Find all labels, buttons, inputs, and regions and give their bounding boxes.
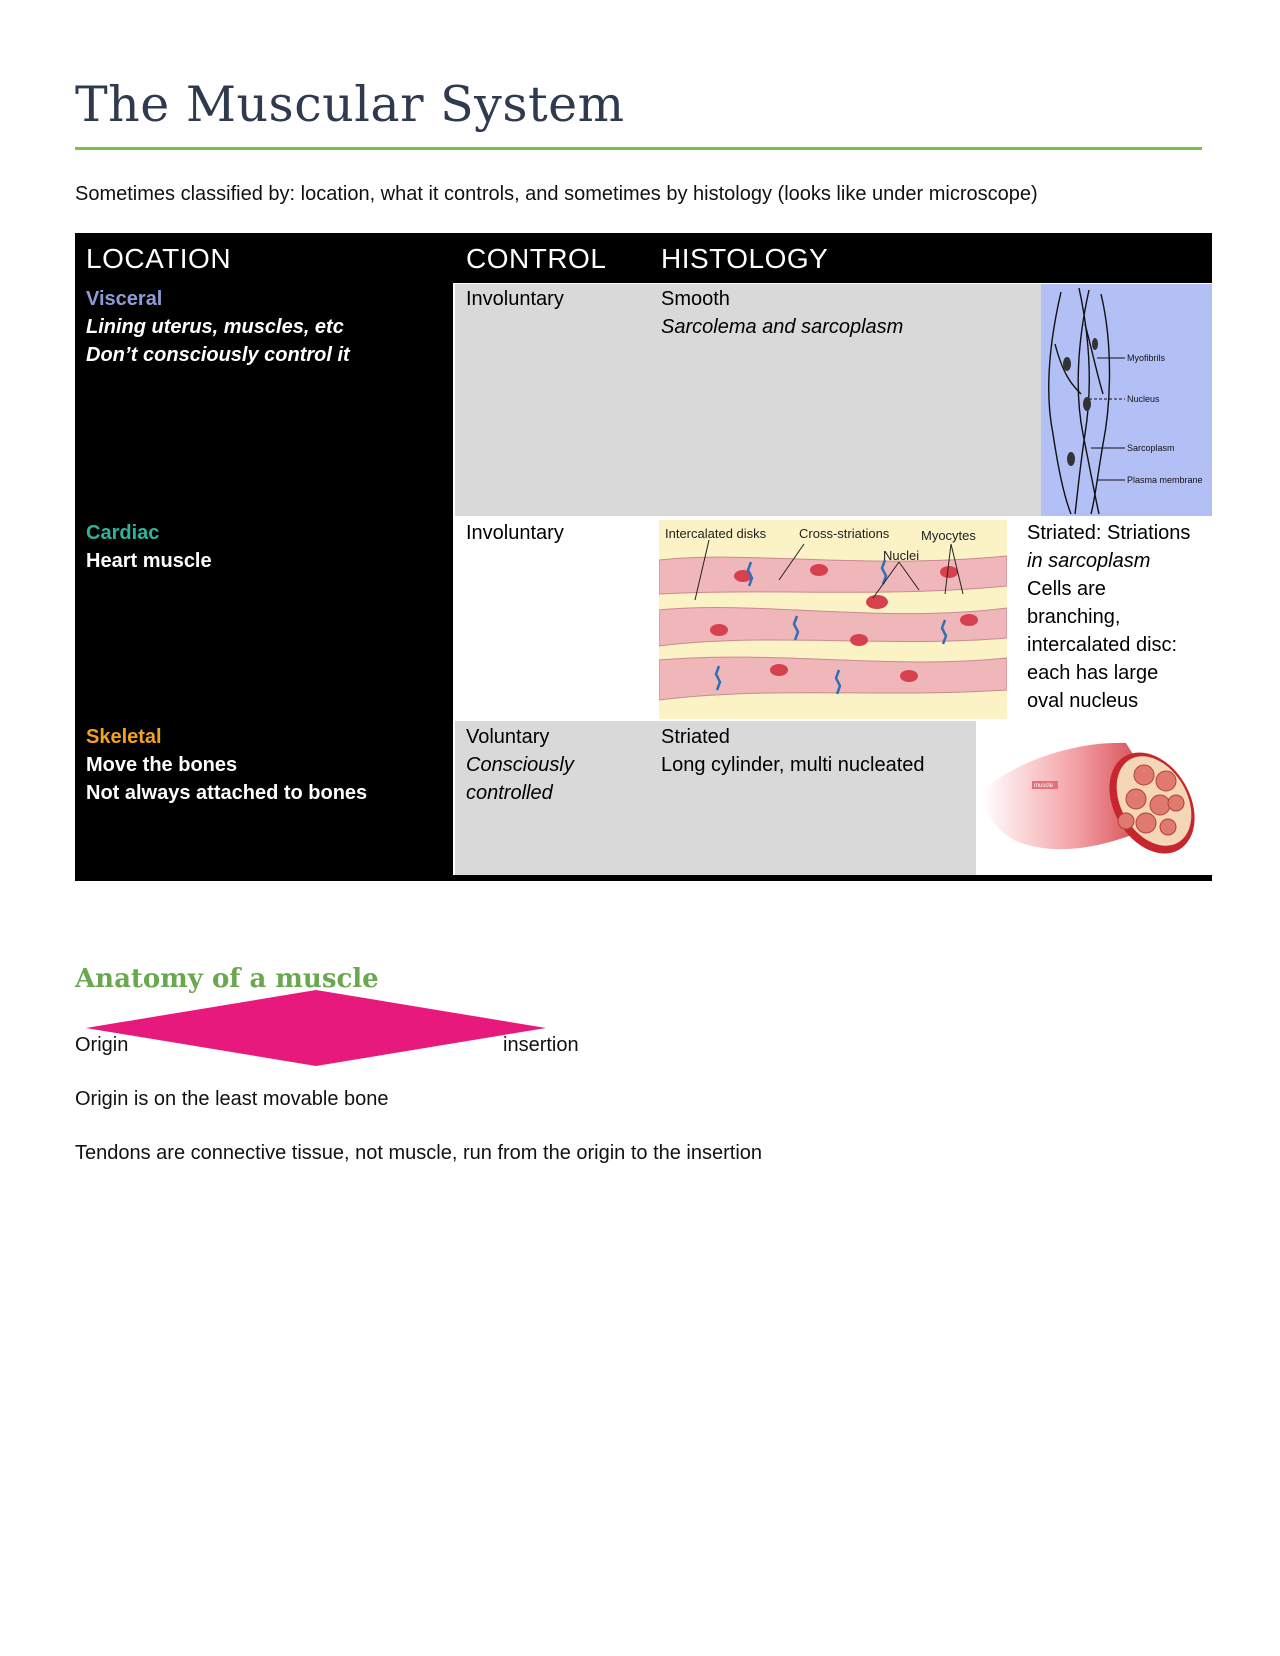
visceral-line-1: Lining uterus, muscles, etc bbox=[86, 316, 344, 338]
cardiac-desc-1: Striated: Striations bbox=[1027, 522, 1191, 544]
visceral-line-2: Don’t consciously control it bbox=[86, 344, 350, 366]
header-location: LOCATION bbox=[86, 243, 232, 274]
visceral-control: Involuntary bbox=[466, 288, 564, 310]
cardiac-description bbox=[1027, 519, 1212, 715]
page-title: The Muscular System bbox=[75, 76, 625, 133]
skeletal-histology-title: Striated bbox=[661, 726, 730, 748]
label-myocytes: Myocytes bbox=[921, 528, 976, 543]
smooth-muscle-image bbox=[1041, 284, 1212, 516]
cardiac-name: Cardiac bbox=[86, 522, 160, 544]
label-muscle: muscle bbox=[1034, 783, 1054, 789]
cardiac-desc-6: each has large bbox=[1027, 662, 1159, 684]
cardiac-line-1: Heart muscle bbox=[86, 550, 212, 572]
intro-text: Sometimes classified by: location, what it controls, and sometimes by histology (looks like under microscope) bbox=[75, 183, 1038, 205]
label-myofibrils: Myofibrils bbox=[1127, 353, 1166, 363]
title-underline bbox=[75, 147, 1202, 150]
skeletal-line-2: Not always attached to bones bbox=[86, 782, 368, 804]
origin-label: Origin bbox=[75, 1034, 129, 1056]
origin-description: Origin is on the least movable bone bbox=[75, 1088, 389, 1110]
skeletal-control-3: controlled bbox=[466, 782, 553, 804]
skeletal-name: Skeletal bbox=[86, 726, 162, 748]
cardiac-desc-7: oval nucleus bbox=[1027, 690, 1139, 712]
cardiac-muscle-image bbox=[659, 520, 1007, 719]
muscle-classification-table bbox=[75, 233, 1212, 881]
anatomy-heading: Anatomy of a muscle bbox=[75, 964, 379, 994]
cardiac-control: Involuntary bbox=[466, 522, 564, 544]
label-nuclei: Nuclei bbox=[883, 548, 920, 563]
skeletal-control-1: Voluntary bbox=[466, 726, 550, 748]
skeletal-control-2: Consciously bbox=[466, 754, 574, 776]
cardiac-desc-2: in sarcoplasm bbox=[1027, 550, 1151, 572]
label-cross-striations: Cross-striations bbox=[799, 526, 890, 541]
cardiac-desc-3: Cells are bbox=[1027, 578, 1106, 600]
muscle-diamond-shape bbox=[86, 990, 546, 1066]
tendon-description: Tendons are connective tissue, not muscle, run from the origin to the insertion bbox=[75, 1142, 763, 1164]
cardiac-desc-5: intercalated disc: bbox=[1027, 634, 1178, 656]
label-sarcoplasm: Sarcoplasm bbox=[1127, 443, 1175, 453]
skeletal-line-1: Move the bones bbox=[86, 754, 238, 776]
skeletal-location bbox=[86, 723, 367, 807]
insertion-label: insertion bbox=[503, 1034, 579, 1056]
skeletal-control bbox=[466, 723, 574, 807]
skeletal-histology-sub: Long cylinder, multi nucleated bbox=[661, 754, 925, 776]
skeletal-muscle-image bbox=[976, 721, 1212, 875]
label-intercalated-disks: Intercalated disks bbox=[665, 526, 767, 541]
cardiac-desc-4: branching, bbox=[1027, 606, 1121, 628]
header-histology: HISTOLOGY bbox=[661, 243, 829, 274]
label-plasma-membrane: Plasma membrane bbox=[1127, 475, 1203, 485]
label-nucleus: Nucleus bbox=[1127, 394, 1160, 404]
table-bottom-rule bbox=[75, 875, 1212, 881]
visceral-name: Visceral bbox=[86, 288, 163, 310]
visceral-location bbox=[86, 285, 350, 369]
visceral-histology-title: Smooth bbox=[661, 288, 730, 310]
header-control: CONTROL bbox=[466, 243, 607, 274]
visceral-histology-sub: Sarcolema and sarcoplasm bbox=[661, 316, 904, 338]
cardiac-location bbox=[86, 519, 212, 575]
